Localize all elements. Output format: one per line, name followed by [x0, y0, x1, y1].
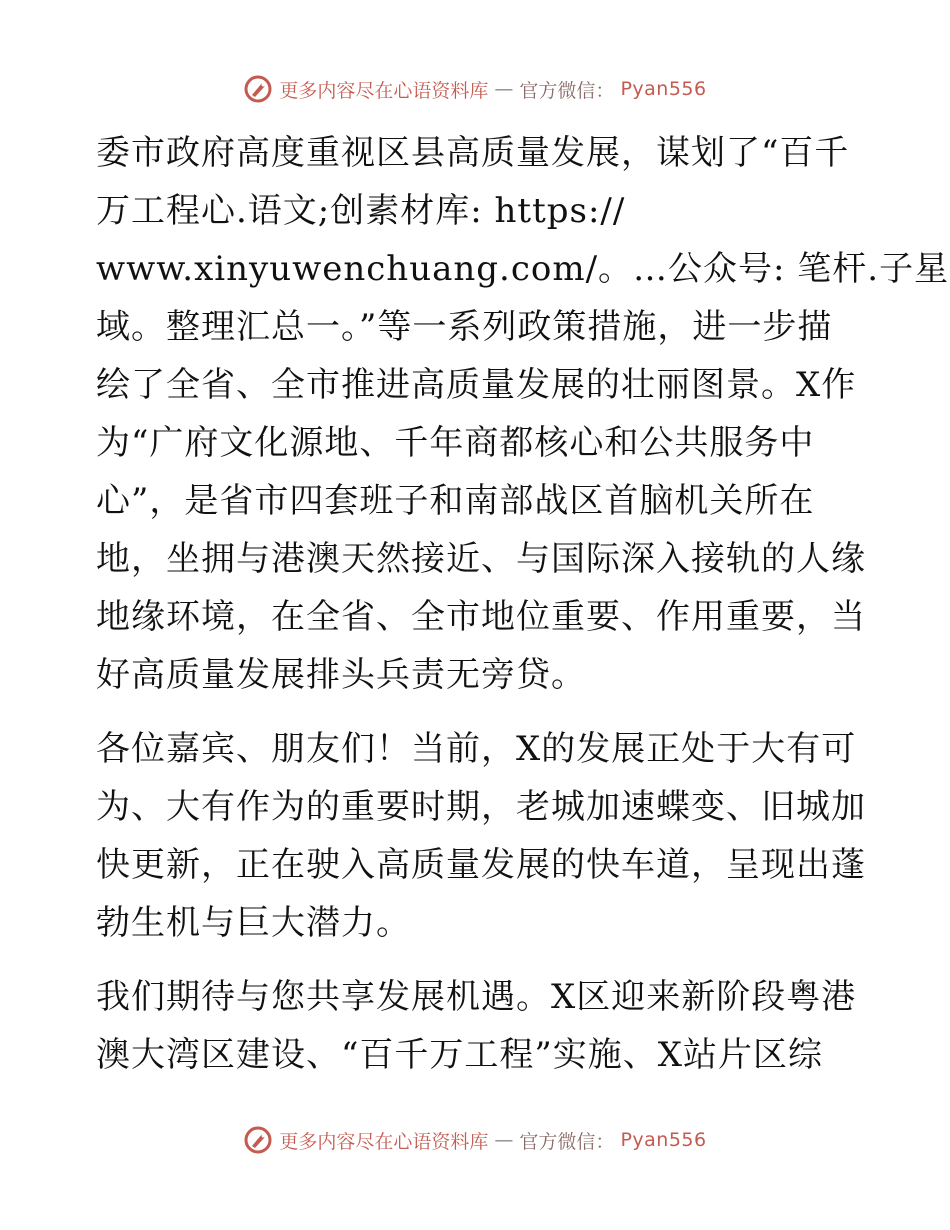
text-line: 各位嘉宾、朋友们！当前，X的发展正处于大有可: [96, 729, 857, 769]
banner-separator: —: [494, 78, 514, 100]
text-line: 为“广府文化源地、千年商都核心和公共服务中: [96, 423, 815, 463]
pen-circle-logo-icon: [243, 1125, 273, 1155]
text-line: 好高质量发展排头兵责无旁贷。: [96, 655, 586, 695]
paragraph-2: [96, 720, 866, 952]
pen-circle-logo-icon: [243, 74, 273, 104]
text-line: 为、大有作为的重要时期，老城加速蝶变、旧城加: [96, 787, 866, 827]
text-line: 域。整理汇总一。”等一系列政策措施，进一步描: [96, 307, 833, 347]
footer-watermark-banner: [0, 1125, 950, 1155]
banner-wechat-id: Pyan556: [620, 78, 707, 100]
document-body: [96, 124, 950, 1100]
text-line: 快更新，正在驶入高质量发展的快车道，呈现出蓬: [96, 845, 866, 885]
text-line: 绘了全省、全市推进高质量发展的壮丽图景。X作: [96, 365, 857, 405]
banner-text: 更多内容尽在心语资料库: [279, 79, 489, 102]
text-line: 地，坐拥与港澳天然接近、与国际深入接轨的人缘: [96, 539, 866, 579]
text-line: 勃生机与巨大潜力。: [96, 903, 411, 943]
text-line: 澳大湾区建设、“百千万工程”实施、X站片区综: [96, 1035, 823, 1075]
text-line: 委市政府高度重视区县高质量发展，谋划了“百千: [96, 133, 850, 173]
text-line: 我们期待与您共享发展机遇。X区迎来新阶段粤港: [96, 977, 857, 1017]
text-line: 心”，是省市四套班子和南部战区首脑机关所在: [96, 481, 815, 521]
banner-wechat-label: 官方微信：: [519, 79, 615, 102]
banner-text: 更多内容尽在心语资料库: [279, 1130, 489, 1153]
paragraph-1: [96, 124, 950, 704]
banner-separator: —: [494, 1129, 514, 1151]
text-line: www.xinyuwenchuang.com/。…公众号: 笔杆.子星: [96, 249, 950, 289]
banner-wechat-label: 官方微信：: [519, 1130, 615, 1153]
header-watermark-banner: [0, 74, 950, 104]
text-line: 万工程心.语文;创素材库: https://: [96, 191, 626, 231]
paragraph-3: [96, 968, 856, 1084]
text-line: 地缘环境，在全省、全市地位重要、作用重要，当: [96, 597, 866, 637]
banner-wechat-id: Pyan556: [620, 1129, 707, 1151]
